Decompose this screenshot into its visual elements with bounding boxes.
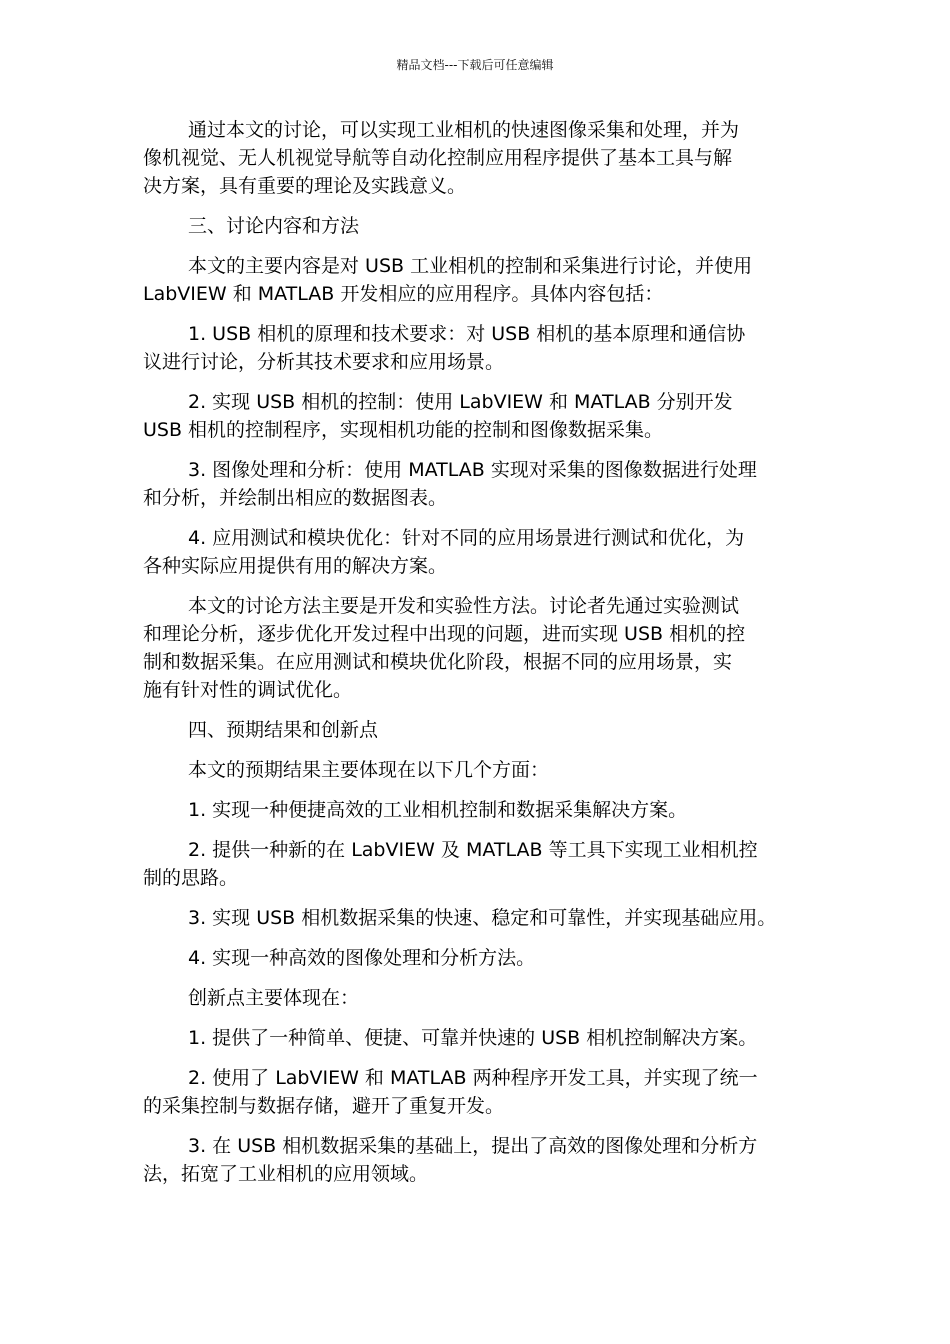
section-heading-4: 四、预期结果和创新点: [188, 719, 379, 741]
paragraph-method: 本文的讨论方法主要是开发和实验性方法。讨论者先通过实验测试 和理论分析，逐步优化开发过程中出现的问题，进而实现 USB 相机的控 制和数据采集。在应用测试和模块优化阶段，根据不同的应用场景，实 施有针对性的调试优化。: [143, 595, 746, 701]
list-item-result-3: 3. 实现 USB 相机数据采集的快速、稳定和可靠性，并实现基础应用。: [188, 907, 777, 929]
list-item-innovation-2: 2. 使用了 LabVIEW 和 MATLAB 两种程序开发工具，并实现了统一 的采集控制与数据存储，避开了重复开发。: [143, 1067, 758, 1117]
paragraph-expected-results: 本文的预期结果主要体现在以下几个方面：: [188, 759, 550, 781]
list-item-content-3: 3. 图像处理和分析：使用 MATLAB 实现对采集的图像数据进行处理 和分析，并绘制出相应的数据图表。: [143, 459, 757, 509]
paragraph-innovations: 创新点主要体现在：: [188, 987, 360, 1009]
page-header: 精品文档---下载后可任意编辑: [396, 58, 554, 72]
document-body: [143, 116, 823, 1200]
list-item-innovation-3: 3. 在 USB 相机数据采集的基础上，提出了高效的图像处理和分析方 法，拓宽了工业相机的应用领域。: [143, 1135, 758, 1185]
list-item-result-4: 4. 实现一种高效的图像处理和分析方法。: [188, 947, 536, 969]
list-item-content-4: 4. 应用测试和模块优化：针对不同的应用场景进行测试和优化，为 各种实际应用提供有用的解决方案。: [143, 527, 745, 577]
list-item-result-1: 1. 实现一种便捷高效的工业相机控制和数据采集解决方案。: [188, 799, 688, 821]
list-item-result-2: 2. 提供一种新的在 LabVIEW 及 MATLAB 等工具下实现工业相机控 制的思路。: [143, 839, 758, 889]
section-heading-3: 三、讨论内容和方法: [188, 215, 360, 237]
list-item-content-2: 2. 实现 USB 相机的控制：使用 LabVIEW 和 MATLAB 分别开发 USB 相机的控制程序，实现相机功能的控制和图像数据采集。: [143, 391, 733, 441]
list-item-innovation-1: 1. 提供了一种简单、便捷、可靠并快速的 USB 相机控制解决方案。: [188, 1027, 758, 1049]
list-item-content-1: 1. USB 相机的原理和技术要求：对 USB 相机的基本原理和通信协 议进行讨论，分析其技术要求和应用场景。: [143, 323, 746, 373]
paragraph-main-content: 本文的主要内容是对 USB 工业相机的控制和采集进行讨论，并使用 LabVIEW 和 MATLAB 开发相应的应用程序。具体内容包括：: [143, 255, 753, 305]
paragraph-intro-significance: 通过本文的讨论，可以实现工业相机的快速图像采集和处理，并为 像机视觉、无人机视觉导航等自动化控制应用程序提供了基本工具与解 决方案，具有重要的理论及实践意义。: [143, 119, 740, 197]
